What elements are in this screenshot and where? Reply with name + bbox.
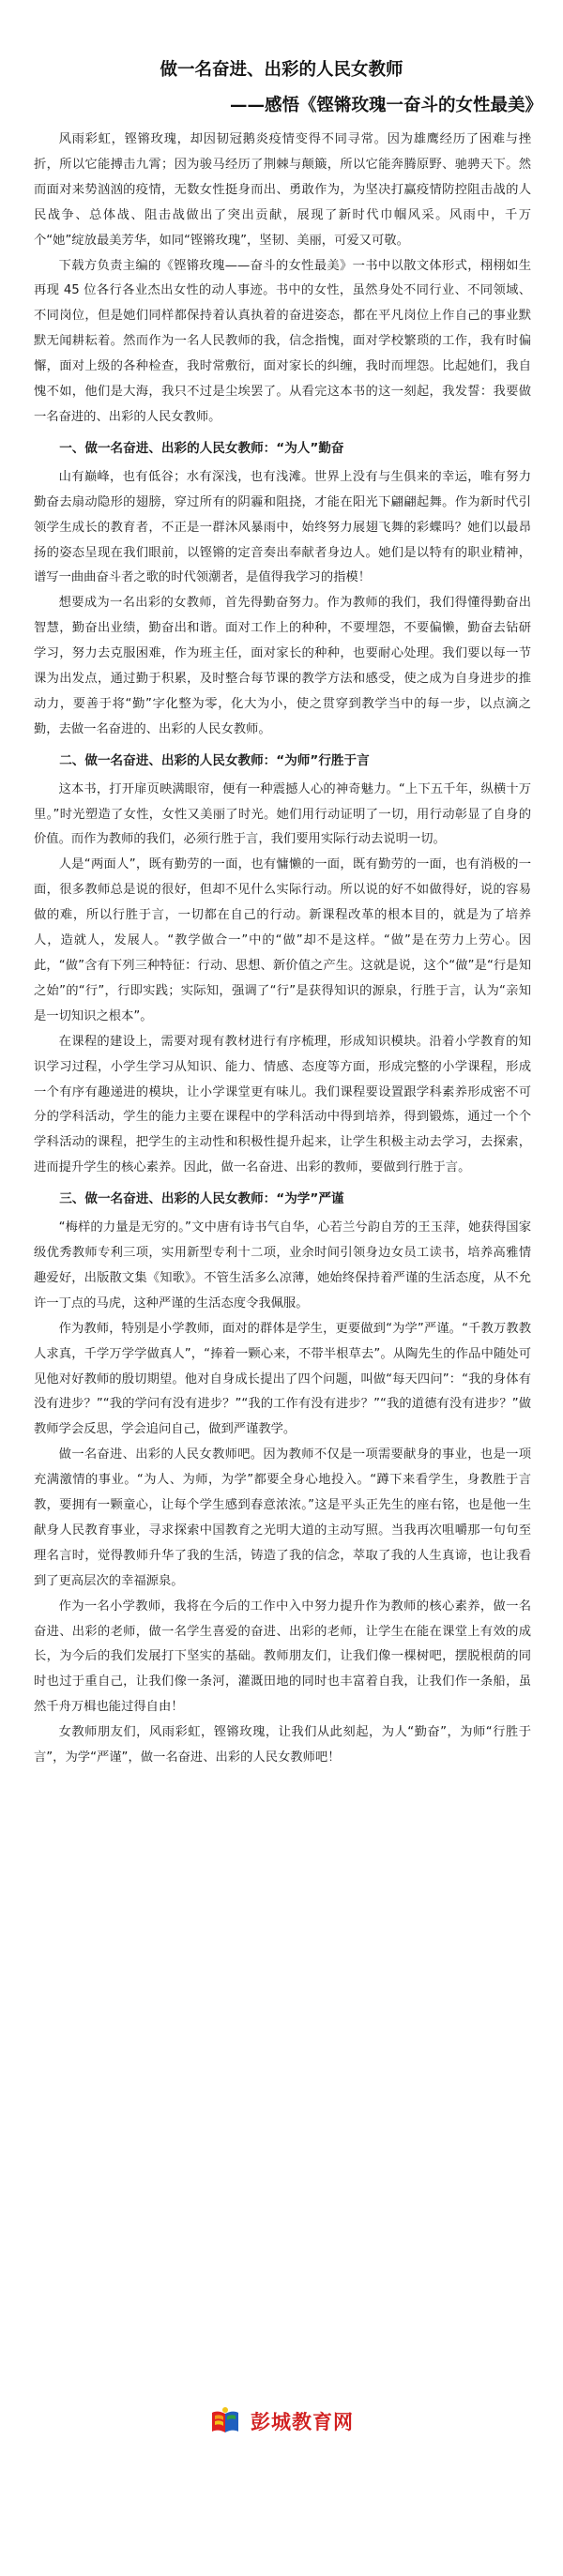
paragraph: 下载方负责主编的《铿锵玫瑰——奋斗的女性最美》一书中以散文体形式，栩栩如生再现 45 位各行各业杰出女性的动人事迹。书中的女性，虽然身处不同行业、不同领域、不同岗位，但是她们同样都保持着认真执着的奋进姿态，都在平凡岗位上作自己的事业默默无闻耕耘着。然而作为一名人民教师的我，信念指愧，面对学校繁琐的工作，我有时偏懈，面对上级的各种检查，我时常敷衍，面对家长的纠缠，我时而埋怨。比起她们，我自愧不如，他们是大海，我只不过是尘埃罢了。从看完这本书的这一刻起，我发誓：我要做一名奋进的、出彩的人民女教师。 [34, 258, 531, 424]
section-heading: 一、做一名奋进、出彩的人民女教师：“为人”勤奋 [59, 440, 344, 456]
section-heading: 三、做一名奋进、出彩的人民女教师：“为学”严谨 [59, 1191, 344, 1207]
paragraph: 在课程的建设上，需要对现有教材进行有序梳理，形成知识模块。沿着小学教育的知识学习过程，小学生学习从知识、能力、情感、态度等方面，形成完整的小学课程，形成一个有序有趣递进的模块，让小学课堂更有味儿。我们课程要设置跟学科素养形成密不可分的学科活动，学生的能力主要在课程中的学科活动中得到培养，得到锻炼，通过一个个学科活动的课程，把学生的主动性和积极性提升起来，让学生积极主动去学习，去探索，进而提升学生的核心素养。因此，做一名奋进、出彩的教师，要做到行胜于言。 [34, 1034, 531, 1175]
paragraph: 人是“两面人”，既有勤劳的一面，也有慵懒的一面，既有勤劳的一面，也有消极的一面，很多教师总是说的很好，但却不见什么实际行动。所以说的好不如做得好，说的容易做的难，所以行胜于言，一切都在自己的行动。新课程改革的根本目的，就是为了培养人，造就人，发展人。“教学做合一”中的“做”却不是这样。“做”是在劳力上劳心。因此，“做”含有下列三种特征：行动、思想、新价值之产生。这就是说，这个“做”是“行是知之始”的“行”，行即实践；实际知，强调了“行”是获得知识的源泉，行胜于言，认为“亲知是一切知识之根本”。 [34, 857, 531, 1023]
paragraph: 这本书，打开扉页映满眼帘，便有一种震撼人心的神奇魅力。“上下五千年，纵横十万里。”时光塑造了女性，女性又美丽了时光。她们用行动证明了一切，用行动彰显了自身的价值。而作为教师的我们，必须行胜于言，我们要用实际行动去说明一切。 [34, 781, 531, 847]
paragraph: 做一名奋进、出彩的人民女教师吧。因为教师不仅是一项需要献身的事业，也是一项充满激情的事业。“为人、为师，为学”都要全身心地投入。“蹲下来看学生，身教胜于言教，要拥有一颗童心，让每个学生感到春意浓浓。”这是平头正先生的座右铭，也是他一生献身人民教育事业，寻求探索中国教育之光明大道的主动写照。当我再次咀嚼那一句句至理名言时，觉得教师升华了我的生活，铸造了我的信念，萃取了我的人生真谛，也让我看到了更高层次的幸福源泉。 [34, 1447, 531, 1588]
paragraph: 风雨彩虹，铿锵玫瑰，却因韧冠鹅炎疫情变得不同寻常。因为雄鹰经历了困难与挫折，所以它能搏击九霄；因为骏马经历了荆棘与颠簸，所以它能奔腾原野、驰骋天下。然而面对来势汹汹的疫情，无数女性挺身而出、勇敢作为，为坚决打赢疫情防控阻击战的人民战争、总体战、阻击战做出了突出贡献，展现了新时代巾帼风采。风雨中，千万个“她”绽放最美芳华，如同“铿锵玫瑰”，坚韧、美丽，可爱又可敬。 [34, 132, 531, 248]
article-body [34, 128, 531, 1771]
paragraph: 想要成为一名出彩的女教师，首先得勤奋努力。作为教师的我们，我们得懂得勤奋出智慧，勤奋出业绩，勤奋出和谐。面对工作上的种种，不要埋怨，不要偏懒，勤奋去钻研学习，努力去克服困难，作为班主任，面对家长的种种，也要耐心处理。我们要以每一节课为出发点，通过勤于积累，及时整合每节课的教学方法和感受，使之成为自身进步的推动力，要善于将“勤”字化整为零，化大为小，使之贯穿到教学当中的每一步，以点滴之勤，去做一名奋进的、出彩的人民女教师。 [34, 596, 531, 736]
paragraph: 作为一名小学教师，我将在今后的工作中入中努力提升作为教师的核心素养，做一名奋进、出彩的老师，做一名学生喜爱的奋进、出彩的老师，让学生在能在课堂上有效的成长，为今后的我们发展打下坚实的基础。教师朋友们，让我们像一棵树吧，摆脱根荫的同时也过于重自己，让我们像一条河，灌溉田地的同时也丰富着自我，让我们作一条船，虽然千舟万楫也能过得自由！ [34, 1599, 531, 1715]
logo-text: 彭城教育网 [251, 2411, 354, 2433]
section-heading: 二、做一名奋进、出彩的人民女教师：“为师”行胜于言 [59, 752, 370, 768]
paragraph: 山有巅峰，也有低谷；水有深浅，也有浅滩。世界上没有与生俱来的幸运，唯有努力勤奋去扇动隐形的翅膀，穿过所有的阴霾和阻挠，才能在阳光下翩翩起舞。作为新时代引领学生成长的教育者，不正是一群沐风暴雨中，始终努力展翅飞舞的彩蝶吗？她们以最昂扬的姿态呈现在我们眼前，以铿锵的定音奏出奉献者身边人。她们是以特有的职业精神，谱写一曲曲奋斗者之歌的时代领潮者，是值得我学习的指模！ [34, 469, 531, 585]
paragraph: “梅样的力量是无穷的。”文中唐有诗书气自华，心若兰兮韵自芳的王玉萍，她获得国家级优秀教师专利三项，实用新型专利十二项，业余时间引领身边女员工读书，培养高雅情趣爱好，出版散文集《知歌》。不管生活多么凉薄，她始终保持着严谨的生活态度，从不允许一丁点的马虎，这种严谨的生活态度令我佩服。 [34, 1220, 531, 1311]
document-subtitle: ——感悟《铿锵玫瑰一奋斗的女性最美》 [229, 96, 542, 115]
site-logo [0, 2398, 563, 2445]
paragraph: 女教师朋友们，风雨彩虹，铿锵玫瑰，让我们从此刻起，为人“勤奋”，为师“行胜于言”，为学“严谨”，做一名奋进、出彩的人民女教师吧！ [34, 1725, 531, 1765]
document-title: 做一名奋进、出彩的人民女教师 [160, 60, 403, 80]
book-logo-icon [209, 2405, 241, 2437]
paragraph: 作为教师，特别是小学教师，面对的群体是学生，更要做到“为学”严谨。“千教万教教人求真，千学万学学做真人”，“捧着一颗心来，不带半根草去”。从陶先生的作品中随处可见他对好教师的殷切期望。他对自身成长提出了四个问题，叫做“每天四问”：“我的身体有没有进步？”“我的学问有没有进步？”“我的工作有没有进步？”“我的道德有没有进步？”做教师学会反思，学会追问自己，做到严谨教学。 [34, 1321, 531, 1437]
